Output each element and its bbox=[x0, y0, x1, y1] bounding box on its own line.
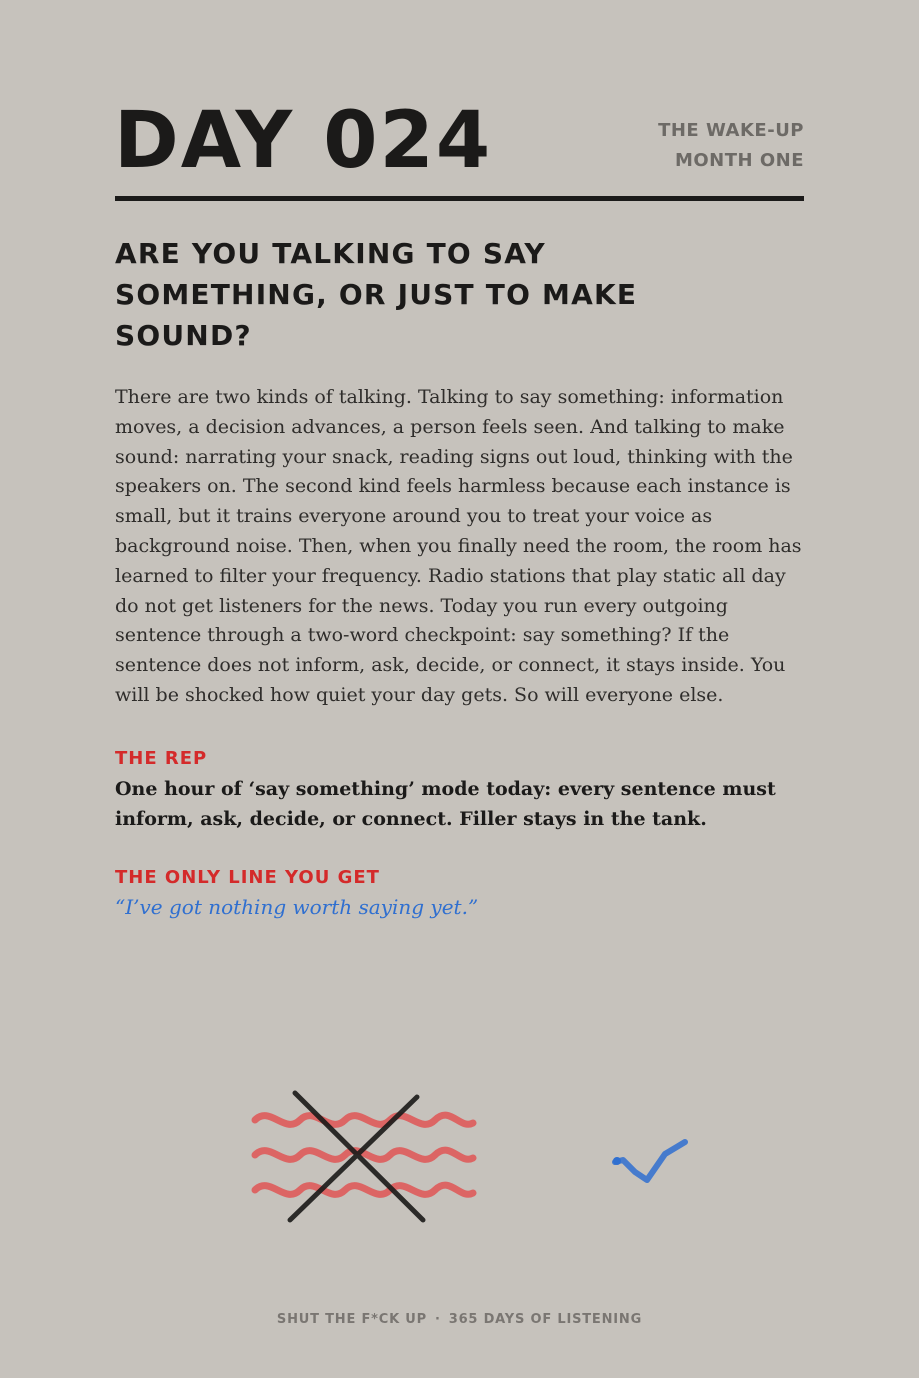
only-line-quote: “I’ve got nothing worth saying yet.” bbox=[115, 895, 479, 919]
footer-title: SHUT THE F*CK UP bbox=[276, 1312, 427, 1327]
headline: ARE YOU TALKING TO SAY SOMETHING, OR JUST TO MAKE SOUND? bbox=[115, 237, 638, 352]
footer-separator: · bbox=[434, 1312, 441, 1327]
rep-label: THE REP bbox=[115, 748, 208, 769]
series-name: THE WAKE-UP bbox=[658, 120, 804, 141]
checkmark-icon bbox=[605, 1132, 700, 1197]
month-label: MONTH ONE bbox=[674, 150, 804, 171]
body-paragraph: There are two kinds of talking. Talking to say something: information moves, a decision advances, a person feels seen. And talking to make sound: narrating your snack, reading signs out loud, thinking with the speakers on. The second kind feels harmless because each instance is small, but it trains everyone around you to treat your voice as background noise. Then, when you finally need the room, the room has learned to filter your frequency. Radio stations that play static all day do not get listeners for the news. Today you run every outgoing sentence through a two-word checkpoint: say something? If the sentence does not inform, ask, decide, or connect, it stays inside. You will be shocked how quiet your day gets. So will everyone else. bbox=[115, 386, 802, 706]
day-title: DAY 024 bbox=[114, 96, 493, 186]
footer-subtitle: 365 DAYS OF LISTENING bbox=[448, 1312, 643, 1327]
header-divider bbox=[115, 196, 804, 201]
footer bbox=[0, 1312, 919, 1327]
crossed-out-sound-waves-icon bbox=[245, 1085, 485, 1230]
rep-text: One hour of ‘say something’ mode today: every sentence must inform, ask, decide, or connect. Filler stays in the tank. bbox=[115, 778, 776, 830]
series-meta bbox=[658, 116, 804, 176]
only-line-label: THE ONLY LINE YOU GET bbox=[115, 867, 380, 888]
